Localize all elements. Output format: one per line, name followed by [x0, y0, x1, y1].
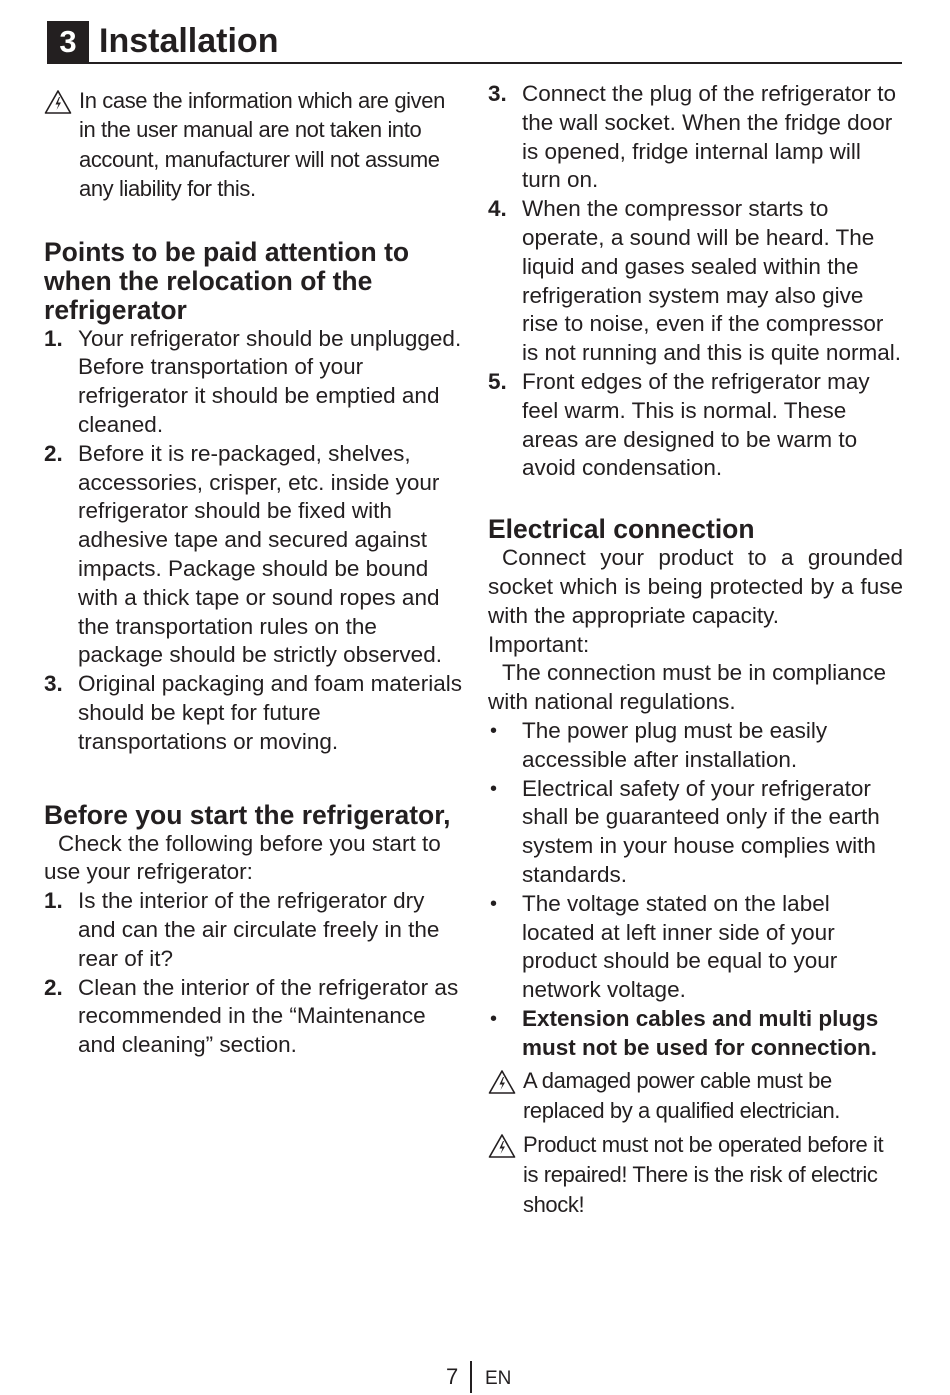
relocation-heading: Points to be paid attention to when the relocation of the refrigerator: [44, 236, 410, 325]
item-number: 3.: [44, 671, 63, 697]
list-item: [44, 325, 464, 440]
item-number: 5.: [488, 368, 507, 394]
page-footer: [0, 1361, 950, 1395]
list-item: [488, 80, 903, 195]
before-start-intro: Check the following before you start to use your refrigerator:: [44, 830, 441, 885]
item-text: The power plug must be easily accessible after installation.: [522, 717, 828, 772]
electrical-bullets: [488, 717, 903, 1063]
repair-warning: [488, 1130, 903, 1220]
item-number: 2.: [44, 974, 63, 1000]
item-text: Your refrigerator should be unplugged. Before transportation of your refrigerator it should be emptied and cleaned.: [78, 325, 462, 438]
item-text: Is the interior of the refrigerator dry and can the air circulate freely in the rear of it?: [78, 888, 440, 971]
list-item: [488, 1005, 903, 1063]
relocation-list: [44, 325, 464, 757]
list-item: [44, 440, 464, 670]
list-item: [488, 368, 903, 483]
page-number: 7: [446, 1364, 459, 1389]
right-column: [488, 80, 903, 1220]
electrical-intro: Connect your product to a grounded socket which is being protected by a fuse with the appropriate capacity.: [488, 545, 903, 628]
list-item: [488, 775, 903, 890]
item-number: 3.: [488, 81, 507, 106]
important-text: The connection must be in compliance with national regulations.: [488, 660, 886, 715]
item-text: Clean the interior of the refrigerator as recommended in the “Maintenance and cleaning” section.: [78, 974, 459, 1058]
bullet-icon: •: [490, 777, 498, 800]
item-number: 1.: [44, 888, 63, 914]
language-code: EN: [485, 1368, 512, 1389]
repair-warning-text: Product must not be operated before it is repaired! There is the risk of electric shock!: [523, 1131, 884, 1217]
item-text: The voltage stated on the label located at left inner side of your product should be equal to your network voltage.: [522, 890, 838, 1003]
item-text: Connect the plug of the refrigerator to the wall socket. When the fridge door is opened, fridge internal lamp will turn on.: [522, 81, 896, 193]
liability-warning-text: In case the information which are given in the user manual are not taken into account, manufacturer will not assume any liability for this.: [79, 88, 445, 202]
left-column: [44, 80, 464, 1060]
electrical-heading: Electrical connection: [488, 514, 755, 545]
chapter-header: [47, 21, 902, 64]
item-number: 1.: [44, 325, 63, 351]
liability-warning: [44, 86, 464, 204]
chapter-number: 3: [47, 21, 89, 62]
list-item: [488, 890, 903, 1005]
chapter-title: Installation: [99, 22, 279, 60]
continued-list: [488, 80, 903, 483]
power-cable-warning: [488, 1066, 903, 1126]
warning-triangle-icon: [488, 1069, 516, 1095]
list-item: [44, 670, 464, 756]
bullet-icon: •: [490, 1007, 498, 1030]
warning-triangle-icon: [488, 1133, 516, 1159]
item-number: 4.: [488, 196, 507, 222]
warning-triangle-icon: [44, 89, 72, 115]
power-cable-warning-text: A damaged power cable must be replaced by a qualified electrician.: [523, 1067, 841, 1123]
before-start-heading: Before you start the refrigerator,: [44, 799, 451, 830]
list-item: [44, 887, 464, 973]
item-text: Before it is re-packaged, shelves, accessories, crisper, etc. inside your refrigerator should be fixed with adhesive tape and secured against impacts. Package should be bound with a thick tape or sound ropes and the transportation rules on the package should be strictly observed.: [78, 440, 442, 668]
item-text: When the compressor starts to operate, a sound will be heard. The liquid and gases sealed within the refrigeration system may also give rise to noise, even if the compressor is not running and this is quite normal.: [522, 196, 901, 366]
item-text: Electrical safety of your refrigerator shall be guaranteed only if the earth system in your house complies with standards.: [522, 775, 880, 887]
item-number: 2.: [44, 440, 63, 466]
important-label: Important:: [488, 631, 590, 657]
bullet-icon: •: [490, 892, 498, 915]
list-item: [44, 974, 464, 1060]
item-text: Front edges of the refrigerator may feel warm. This is normal. These areas are designed to be warm to avoid condensation.: [522, 368, 870, 481]
list-item: [488, 717, 903, 775]
bullet-icon: •: [490, 719, 498, 742]
list-item: [488, 195, 903, 368]
item-text: Original packaging and foam materials should be kept for future transportations or moving.: [78, 671, 462, 754]
before-start-list: [44, 887, 464, 1060]
item-text: Extension cables and multi plugs must not be used for connection.: [522, 1005, 879, 1060]
page-separator: [470, 1361, 472, 1393]
